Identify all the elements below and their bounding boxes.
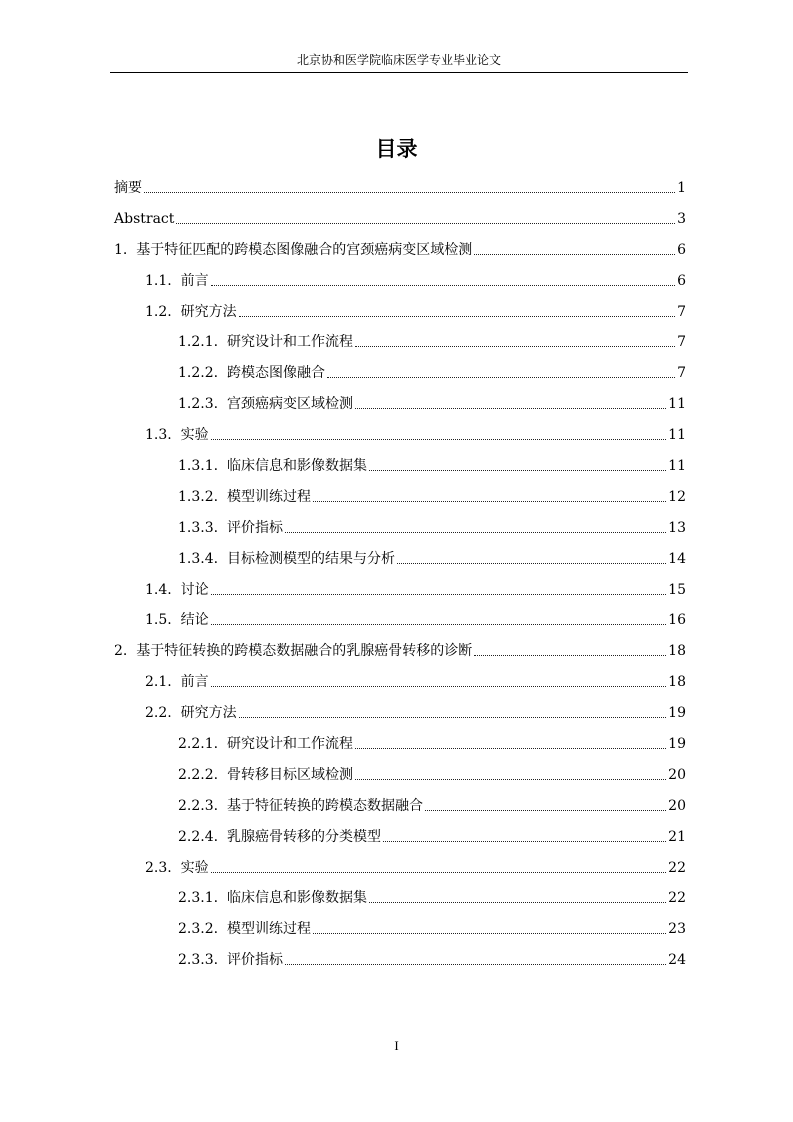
- header-rule: [110, 72, 688, 73]
- toc-entry[interactable]: [114, 204, 686, 235]
- toc-dot-leader: [211, 862, 667, 873]
- toc-entry-title: 宫颈癌病变区域检测: [226, 396, 353, 413]
- toc-entry[interactable]: [114, 822, 686, 853]
- toc-entry-page: 7: [677, 365, 686, 382]
- toc-entry-page: 12: [668, 488, 686, 505]
- toc-entry-page: 18: [668, 674, 686, 691]
- toc-entry[interactable]: [114, 698, 686, 729]
- toc-entry-number: 1.3.: [145, 427, 181, 444]
- toc-entry[interactable]: [114, 853, 686, 884]
- toc-entry-title: 摘要: [114, 180, 142, 196]
- toc-entry-page: 14: [668, 550, 686, 567]
- toc-entry-page: 15: [668, 581, 686, 598]
- toc-dot-leader: [211, 676, 667, 687]
- toc-entry[interactable]: [114, 575, 686, 606]
- toc-entry-title: 讨论: [180, 581, 209, 598]
- toc-entry[interactable]: [114, 482, 686, 513]
- toc-dot-leader: [355, 769, 666, 780]
- toc-entry-title: 实验: [180, 427, 209, 444]
- toc-entry-page: 20: [668, 797, 686, 814]
- toc-entry-number: 2.2.: [145, 705, 181, 722]
- toc-entry-title: Abstract: [114, 210, 175, 227]
- toc-dot-leader: [239, 707, 667, 718]
- toc-dot-leader: [211, 584, 667, 595]
- toc-entry[interactable]: [114, 358, 686, 389]
- toc-entry-title: 基于特征转换的跨模态数据融合的乳腺癌骨转移的诊断: [136, 643, 473, 660]
- toc-entry[interactable]: [114, 914, 686, 945]
- toc-entry-number: 2.2.2.: [178, 766, 227, 783]
- toc-dot-leader: [369, 460, 666, 471]
- toc-entry-title: 前言: [180, 272, 209, 289]
- toc-entry[interactable]: [114, 420, 686, 451]
- toc-entry-page: 20: [668, 766, 686, 783]
- toc-entry[interactable]: [114, 235, 686, 266]
- toc-entry-number: 1.: [114, 241, 137, 258]
- toc-entry-page: 19: [668, 736, 686, 753]
- toc-entry-number: 2.1.: [145, 674, 181, 691]
- toc-entry[interactable]: [114, 266, 686, 297]
- toc-dot-leader: [369, 892, 666, 903]
- toc-entry[interactable]: [114, 605, 686, 636]
- toc-dot-leader: [285, 954, 666, 965]
- toc-entry[interactable]: [114, 451, 686, 482]
- toc-entry-page: 7: [677, 334, 686, 351]
- toc-entry-title: 研究设计和工作流程: [226, 334, 353, 351]
- toc-entry-page: 22: [668, 859, 686, 876]
- toc-entry-title: 研究方法: [180, 303, 237, 320]
- toc-dot-leader: [211, 429, 667, 440]
- toc-entry-page: 16: [668, 612, 686, 629]
- toc-dot-leader: [355, 738, 666, 749]
- toc-entry[interactable]: [114, 636, 686, 667]
- table-of-contents: [114, 173, 686, 976]
- toc-entry-page: 6: [677, 241, 686, 258]
- toc-dot-leader: [355, 336, 675, 347]
- toc-entry-title: 临床信息和影像数据集: [226, 890, 367, 907]
- toc-entry[interactable]: [114, 883, 686, 914]
- toc-entry-number: 2.3.3.: [178, 952, 227, 969]
- toc-entry-page: 6: [677, 272, 686, 289]
- toc-dot-leader: [474, 645, 666, 656]
- toc-entry-number: 2.3.1.: [178, 890, 227, 907]
- toc-entry[interactable]: [114, 297, 686, 328]
- toc-dot-leader: [397, 553, 666, 564]
- toc-entry-number: 2.2.4.: [178, 828, 227, 845]
- toc-dot-leader: [211, 275, 675, 286]
- toc-dot-leader: [474, 244, 675, 255]
- toc-dot-leader: [313, 923, 666, 934]
- toc-entry-title: 研究设计和工作流程: [226, 736, 353, 753]
- toc-entry-page: 7: [677, 303, 686, 320]
- toc-dot-leader: [176, 213, 675, 224]
- toc-entry[interactable]: [114, 729, 686, 760]
- toc-entry-title: 实验: [180, 859, 209, 876]
- toc-entry-page: 11: [668, 427, 686, 444]
- toc-entry-number: 1.2.: [145, 303, 181, 320]
- toc-entry-number: 2.: [114, 643, 137, 660]
- toc-entry-number: 1.2.2.: [178, 365, 227, 382]
- page-title: 目录: [375, 136, 418, 161]
- toc-entry-title: 骨转移目标区域检测: [226, 766, 353, 783]
- toc-entry-number: 1.3.1.: [178, 458, 227, 475]
- toc-entry[interactable]: [114, 327, 686, 358]
- toc-entry-number: 1.3.2.: [178, 488, 227, 505]
- toc-entry-title: 研究方法: [180, 705, 237, 722]
- toc-entry-number: 1.2.1.: [178, 334, 227, 351]
- toc-dot-leader: [239, 306, 675, 317]
- toc-entry-title: 跨模态图像融合: [226, 365, 325, 382]
- toc-entry-title: 结论: [180, 612, 209, 629]
- toc-entry-title: 临床信息和影像数据集: [226, 458, 367, 475]
- toc-dot-leader: [425, 800, 666, 811]
- toc-entry-title: 基于特征匹配的跨模态图像融合的宫颈癌病变区域检测: [136, 241, 473, 258]
- toc-entry[interactable]: [114, 945, 686, 976]
- toc-entry-number: 2.2.3.: [178, 797, 227, 814]
- toc-entry-page: 22: [668, 890, 686, 907]
- toc-dot-leader: [285, 522, 666, 533]
- toc-entry-number: 2.3.2.: [178, 921, 227, 938]
- toc-entry-page: 23: [668, 921, 686, 938]
- toc-dot-leader: [355, 398, 666, 409]
- toc-entry-number: 1.1.: [145, 272, 181, 289]
- toc-entry[interactable]: [114, 173, 686, 204]
- toc-entry-title: 模型训练过程: [226, 488, 311, 505]
- toc-entry-number: 1.2.3.: [178, 396, 227, 413]
- toc-entry-page: 21: [668, 828, 686, 845]
- toc-entry-title: 前言: [180, 674, 209, 691]
- toc-entry[interactable]: [114, 513, 686, 544]
- toc-entry-title: 目标检测模型的结果与分析: [226, 550, 395, 567]
- page-number: I: [394, 1038, 399, 1053]
- toc-entry-number: 2.2.1.: [178, 736, 227, 753]
- toc-entry-page: 13: [668, 519, 686, 536]
- toc-entry[interactable]: [114, 389, 686, 420]
- toc-entry-number: 1.3.4.: [178, 550, 227, 567]
- toc-entry-page: 3: [677, 210, 686, 227]
- toc-entry-page: 1: [677, 180, 686, 196]
- toc-entry[interactable]: [114, 791, 686, 822]
- toc-entry[interactable]: [114, 667, 686, 698]
- toc-entry-number: 1.4.: [145, 581, 181, 598]
- toc-entry-number: 1.5.: [145, 612, 181, 629]
- toc-entry-page: 24: [668, 952, 686, 969]
- toc-entry-title: 评价指标: [226, 519, 283, 536]
- toc-entry[interactable]: [114, 544, 686, 575]
- toc-entry-number: 2.3.: [145, 859, 181, 876]
- toc-entry-page: 11: [668, 396, 686, 413]
- toc-entry-title: 评价指标: [226, 952, 283, 969]
- toc-entry-page: 19: [668, 705, 686, 722]
- toc-entry-title: 基于特征转换的跨模态数据融合: [226, 797, 423, 814]
- toc-entry-page: 18: [668, 643, 686, 660]
- toc-entry-title: 模型训练过程: [226, 921, 311, 938]
- toc-dot-leader: [383, 831, 666, 842]
- toc-dot-leader: [327, 367, 675, 378]
- toc-entry[interactable]: [114, 760, 686, 791]
- running-header: 北京协和医学院临床医学专业毕业论文: [296, 53, 501, 67]
- toc-entry-page: 11: [668, 458, 686, 475]
- toc-dot-leader: [313, 491, 666, 502]
- toc-entry-number: 1.3.3.: [178, 519, 227, 536]
- toc-dot-leader: [211, 614, 667, 625]
- toc-dot-leader: [144, 182, 675, 193]
- toc-entry-title: 乳腺癌骨转移的分类模型: [226, 828, 381, 845]
